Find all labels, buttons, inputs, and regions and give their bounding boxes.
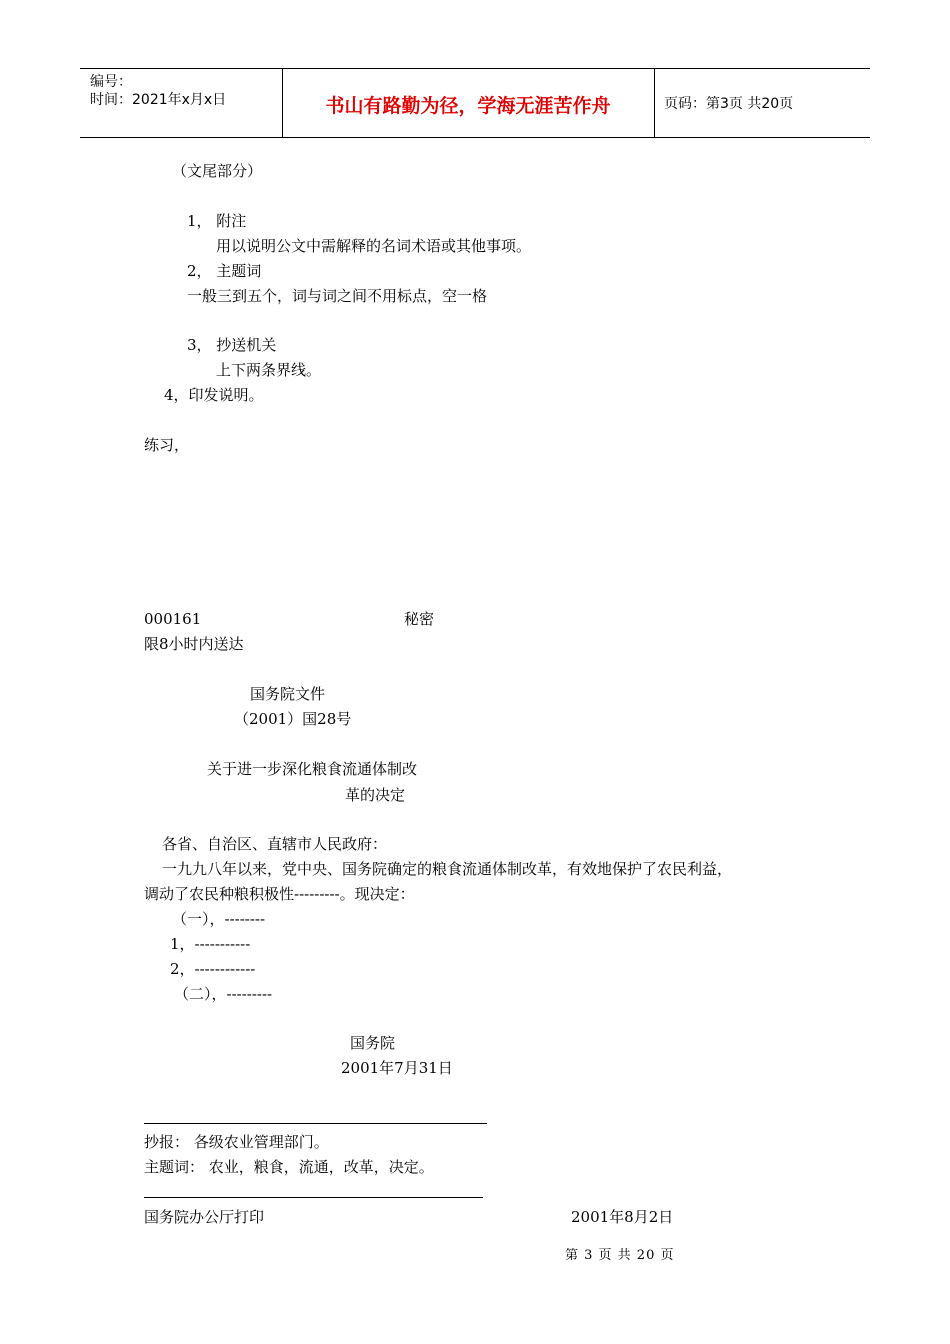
- doc-sign-date: 2001年7月31日: [341, 1059, 453, 1077]
- page-header: [80, 68, 870, 138]
- exercise-label: 练习，: [144, 436, 190, 454]
- doc-subitem-1-1: 1，-----------: [170, 935, 251, 953]
- list-item-cc-desc: 上下两条界线。: [216, 361, 322, 379]
- list-item-keywords-desc: 一般三到五个，词与词之间不用标点，空一格: [187, 287, 488, 305]
- header-page-number: 页码：第3页 共20页: [664, 96, 794, 112]
- list-item-print-note: 4，印发说明。: [164, 386, 264, 404]
- cc-bottom-rule: [144, 1197, 483, 1198]
- doc-subitem-1-2: 2，------------: [170, 960, 256, 978]
- list-item-annotation-desc: 用以说明公文中需解释的名词术语或其他事项。: [216, 237, 532, 255]
- header-info: [90, 73, 226, 109]
- doc-keywords: 主题词： 农业，粮食，流通，改革，决定。: [144, 1158, 434, 1176]
- header-divider-right: [654, 69, 655, 137]
- cc-top-rule: [144, 1123, 487, 1124]
- time-label: 时间：2021年x月x日: [90, 92, 227, 108]
- doc-body-line1: 一九九八年以来，党中央、国务院确定的粮食流通体制改革，有效地保护了农民利益，: [162, 860, 733, 878]
- doc-number: （2001）国28号: [234, 710, 352, 728]
- page-footer: 第 3 页 共 20 页: [565, 1248, 675, 1263]
- doc-subsection-1: （一），--------: [172, 910, 266, 928]
- doc-deadline: 限8小时内送达: [144, 635, 244, 653]
- section-title: （文尾部分）: [172, 162, 263, 180]
- list-item-keywords: 2， 主题词: [187, 262, 262, 280]
- number-label: 编号：: [90, 74, 132, 90]
- doc-title-line1: 关于进一步深化粮食流通体制改: [207, 760, 418, 778]
- doc-signer: 国务院: [350, 1034, 396, 1052]
- header-motto: 书山有路勤为径，学海无涯苦作舟: [325, 95, 611, 117]
- doc-addressee: 各省、自治区、直辖市人民政府：: [162, 835, 388, 853]
- doc-issuer: 国务院文件: [250, 685, 326, 703]
- doc-title-line2: 革的决定: [345, 786, 406, 804]
- doc-serial: 000161: [144, 610, 202, 628]
- list-item-annotation: 1， 附注: [187, 212, 247, 230]
- doc-body-line2: 调动了农民种粮积极性---------。现决定：: [144, 885, 415, 903]
- doc-print-date: 2001年8月2日: [571, 1208, 674, 1226]
- doc-printer: 国务院办公厅打印: [144, 1208, 265, 1226]
- doc-secret-level: 秘密: [404, 610, 435, 628]
- doc-cc: 抄报： 各级农业管理部门。: [144, 1133, 329, 1151]
- list-item-cc: 3， 抄送机关: [187, 336, 277, 354]
- doc-subsection-2: （二），---------: [174, 985, 273, 1003]
